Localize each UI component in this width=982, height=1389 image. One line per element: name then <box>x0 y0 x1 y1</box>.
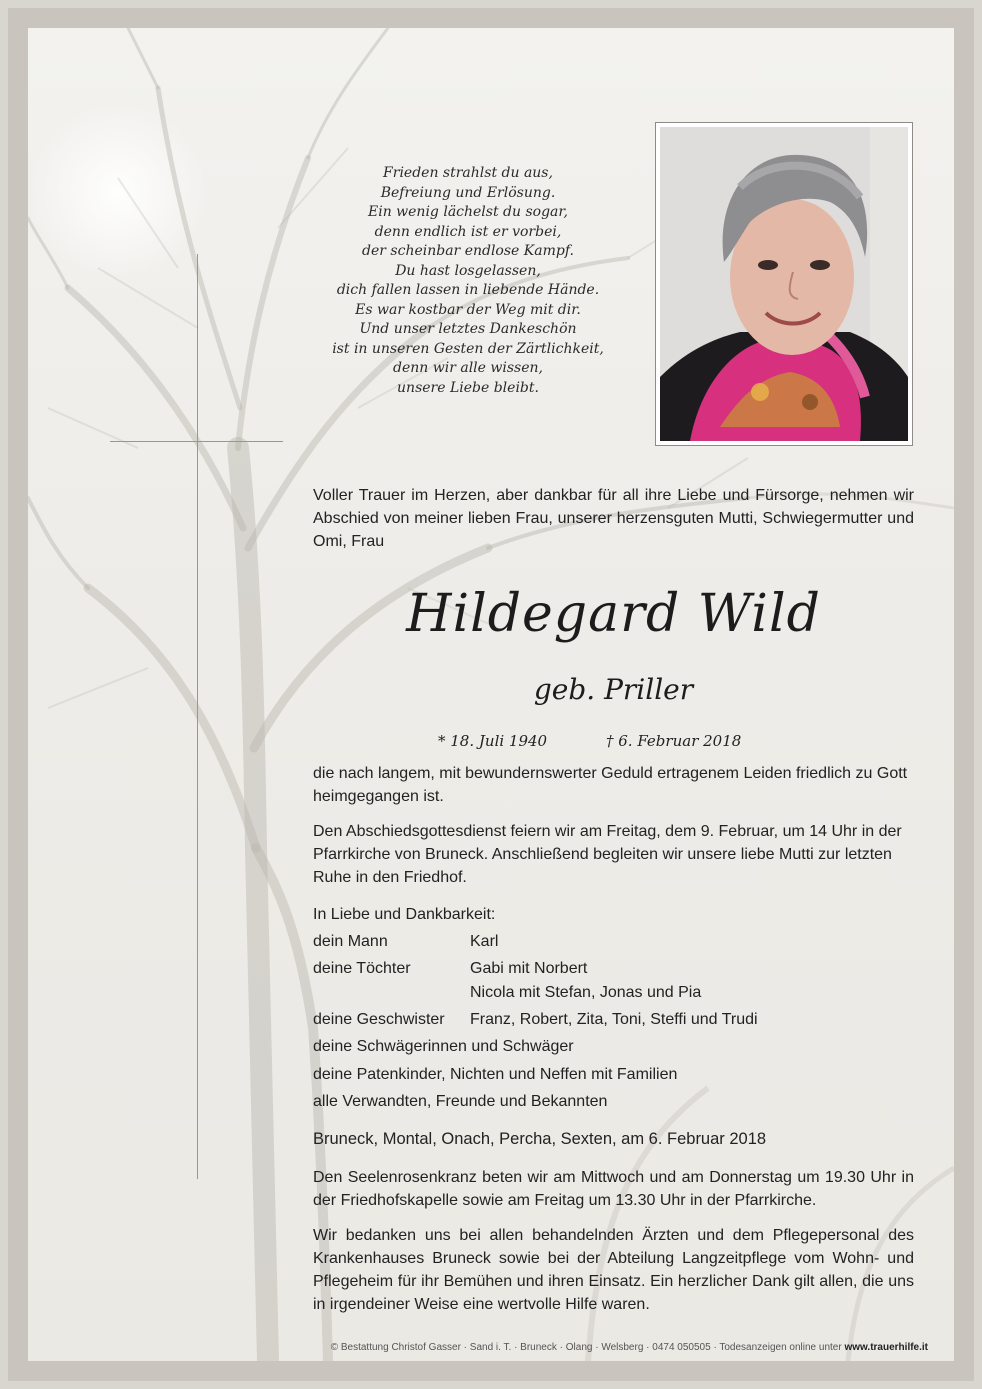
poem <box>318 164 618 398</box>
obituary-background <box>28 28 954 1361</box>
poem-line: Frieden strahlst du aus, <box>383 165 553 181</box>
cross-horizontal-bar <box>110 441 283 442</box>
family-intro: In Liebe und Dankbarkeit: <box>313 906 496 923</box>
family-role: deine Töchter <box>313 960 411 977</box>
family-names: Franz, Robert, Zita, Toni, Steffi und Trudi <box>470 1011 758 1028</box>
poem-line: Befreiung und Erlösung. <box>380 184 556 201</box>
cross-vertical-bar <box>197 254 198 1179</box>
family-names: Karl <box>470 933 499 950</box>
family-names: Nicola mit Stefan, Jonas und Pia <box>470 984 702 1001</box>
family-role: deine Patenkinder, Nichten und Neffen mit Familien <box>313 1066 678 1083</box>
poem-line: der scheinbar endlose Kampf. <box>362 243 574 259</box>
family-role: deine Geschwister <box>313 1011 445 1028</box>
obituary-card <box>8 8 974 1381</box>
birth-date: * 18. Juli 1940 <box>438 732 548 750</box>
passing-paragraph: die nach langem, mit bewundernswerter Geduld ertragenem Leiden friedlich zu Gott heimgegangen ist. <box>313 765 908 805</box>
deceased-name: Hildegard Wild <box>406 584 821 644</box>
poem-line: Ein wenig lächelst du sogar, <box>368 204 568 220</box>
family-role: deine Schwägerinnen und Schwäger <box>313 1038 574 1055</box>
poem-line: denn endlich ist er vorbei, <box>374 223 562 240</box>
poem-line: Du hast losgelassen, <box>395 262 541 279</box>
family-role: alle Verwandten, Freunde und Bekannten <box>313 1093 608 1110</box>
rosary-paragraph: Den Seelenrosenkranz beten wir am Mittwoch und am Donnerstag um 19.30 Uhr in der Friedhofskapelle sowie am Freitag um 13.30 Uhr in der Pfarrkirche. <box>313 1169 914 1209</box>
poem-line: ist in unseren Gesten der Zärtlichkeit, <box>332 340 604 357</box>
maiden-name: geb. Priller <box>533 673 694 706</box>
footer-link[interactable]: www.trauerhilfe.it <box>844 1342 928 1353</box>
poem-line: unsere Liebe bleibt. <box>397 379 539 396</box>
intro-paragraph: Voller Trauer im Herzen, aber dankbar für all ihre Liebe und Fürsorge, nehmen wir Abschied von meiner lieben Frau, unserer herzensguten Mutti, Schwiegermutter und Omi, Frau <box>313 487 914 550</box>
service-paragraph: Den Abschiedsgottesdienst feiern wir am Freitag, dem 9. Februar, um 14 Uhr in der Pfarrkirche von Bruneck. Anschließend begleiten wir unsere liebe Mutti zur letzten Ruhe in den Friedhof. <box>313 823 902 886</box>
family-role: dein Mann <box>313 933 388 950</box>
poem-line: denn wir alle wissen, <box>393 360 543 376</box>
poem-line: Und unser letztes Dankeschön <box>359 321 577 337</box>
poem-line: dich fallen lassen in liebende Hände. <box>336 282 600 298</box>
footer-text: © Bestattung Christof Gasser · Sand i. T. · Bruneck · Olang · Welsberg · 0474 050505 · Todesanzeigen online unter <box>330 1342 845 1353</box>
portrait-photo <box>660 127 908 441</box>
death-date: † 6. Februar 2018 <box>606 732 742 750</box>
portrait-frame <box>655 122 913 446</box>
family-names: Gabi mit Norbert <box>470 960 588 977</box>
poem-line: Es war kostbar der Weg mit dir. <box>355 301 581 318</box>
footer-credits <box>0 1342 966 1353</box>
place-date: Bruneck, Montal, Onach, Percha, Sexten, am 6. Februar 2018 <box>313 1130 767 1148</box>
thanks-paragraph: Wir bedanken uns bei allen behandelnden Ärzten und dem Pflegepersonal des Krankenhauses Bruneck sowie bei der Abteilung Langzeitpflege vom Wohn- und Pflegeheim für ihr Bemühen und ihren Einsatz. Ein herzlicher Dank gilt allen, die uns in irgendeiner Weise eine wertvolle Hilfe waren. <box>313 1227 914 1313</box>
